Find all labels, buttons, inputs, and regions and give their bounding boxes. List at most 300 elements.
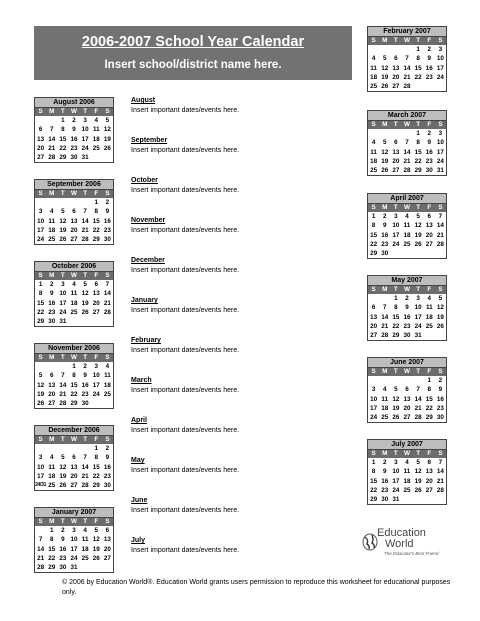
day-cell: 9 — [427, 55, 432, 63]
day-cell: 18 — [425, 313, 433, 321]
empty-day-cell — [80, 198, 91, 207]
day-cell: 23 — [48, 308, 56, 316]
event-placeholder-text: Insert important dates/events here. — [131, 547, 240, 554]
event-placeholder-text: Insert important dates/events here. — [131, 427, 240, 434]
day-cell: 9 — [438, 386, 443, 394]
day-cell: 5 — [438, 295, 443, 302]
weekday-header: T — [413, 286, 424, 294]
day-cell: 23 — [436, 404, 444, 412]
calendar-month-title: January 2007 — [35, 508, 113, 518]
weekday-header: T — [390, 286, 401, 294]
event-block-october — [131, 176, 351, 195]
event-placeholder-text: Insert important dates/events here. — [131, 307, 240, 314]
day-cell: 12 — [381, 148, 389, 156]
day-cell: 16 — [103, 217, 111, 225]
day-cell: 10 — [370, 395, 378, 403]
day-cell: 3 — [416, 295, 420, 302]
empty-day-cell — [401, 376, 412, 385]
day-cell: 14 — [381, 313, 389, 321]
day-cell: 23 — [81, 390, 89, 398]
day-cell: 5 — [94, 527, 99, 534]
day-cell: 30 — [70, 154, 78, 162]
day-cell: 9 — [49, 290, 54, 298]
weekday-header: F — [424, 450, 435, 458]
day-cell: 10 — [392, 468, 400, 476]
weekday-header: T — [390, 121, 401, 129]
day-cell: 22 — [92, 472, 100, 480]
empty-day-cell — [379, 294, 390, 303]
weekday-header: S — [102, 354, 113, 362]
day-cell: 28 — [48, 154, 56, 162]
day-cell: 6 — [405, 386, 409, 394]
day-cell: 13 — [92, 290, 100, 298]
day-cell: 25 — [81, 554, 89, 562]
empty-day-cell — [91, 153, 102, 162]
day-cell: 22 — [70, 390, 78, 398]
day-cell: 7 — [38, 536, 43, 544]
weekday-header: S — [435, 286, 446, 294]
day-cell: 30 — [103, 236, 111, 244]
day-cell: 4 — [371, 139, 376, 147]
day-cell: 20 — [403, 404, 411, 412]
day-cell: 15 — [92, 217, 100, 225]
weekday-header: T — [413, 37, 424, 45]
empty-day-cell — [91, 563, 102, 572]
day-cell: 30 — [436, 414, 444, 422]
day-cell: 20 — [425, 477, 433, 485]
day-cell: 5 — [416, 459, 420, 466]
day-cell: 5 — [83, 281, 87, 288]
weekday-header: M — [46, 518, 57, 526]
day-cell: 3 — [394, 459, 398, 466]
day-cell: 16 — [403, 313, 411, 321]
day-cell: 10 — [392, 222, 400, 230]
day-cell: 19 — [381, 73, 389, 81]
day-cell: 4 — [382, 386, 387, 394]
day-cell: 20 — [48, 390, 56, 398]
day-cell: 5 — [382, 55, 387, 63]
day-cell: 1 — [371, 459, 376, 466]
day-cell: 16 — [381, 477, 389, 485]
day-cell: 20 — [392, 73, 400, 81]
weekday-header: M — [46, 272, 57, 280]
event-block-june — [131, 496, 351, 515]
day-cell: 9 — [61, 536, 65, 544]
day-cell: 22 — [92, 226, 100, 234]
day-cell: 11 — [48, 217, 56, 225]
day-cell: 11 — [403, 468, 411, 476]
empty-day-cell — [435, 331, 446, 340]
empty-day-cell — [57, 362, 68, 371]
mini-calendar-dec — [34, 425, 114, 491]
empty-day-cell — [368, 294, 379, 303]
day-cell: 6 — [427, 459, 432, 466]
weekday-header: F — [424, 368, 435, 376]
weekday-header: W — [68, 108, 79, 116]
day-cell: 14 — [37, 545, 45, 553]
event-block-may — [131, 456, 351, 475]
mini-calendar-jan — [34, 507, 114, 573]
day-cell: 31 — [436, 167, 444, 175]
day-cell: 8 — [49, 536, 54, 544]
day-cell: 8 — [38, 290, 43, 298]
day-cell: 17 — [81, 135, 89, 143]
day-cell: 8 — [416, 55, 420, 63]
day-cell: 7 — [382, 304, 387, 312]
empty-day-cell — [401, 249, 412, 258]
day-cell: 4 — [405, 459, 409, 466]
day-cell: 7 — [83, 454, 87, 462]
day-cell: 5 — [61, 208, 65, 216]
day-cell: 24 — [392, 486, 400, 494]
day-cell: 27 — [92, 308, 100, 316]
day-cell: 17 — [37, 472, 45, 480]
weekday-header: T — [80, 108, 91, 116]
day-cell: 25 — [403, 240, 411, 248]
empty-day-cell — [413, 495, 424, 504]
day-cell: 2 — [427, 130, 432, 137]
day-cell: 21 — [436, 477, 444, 485]
mini-calendar-oct — [34, 261, 114, 327]
day-cell: 8 — [72, 372, 76, 380]
day-cell: 2 — [382, 459, 387, 466]
day-cell: 22 — [425, 404, 433, 412]
weekday-header: W — [401, 204, 412, 212]
calendar-month-title: September 2006 — [35, 180, 113, 190]
empty-day-cell — [35, 198, 46, 207]
event-block-september — [131, 136, 351, 155]
day-cell: 31 — [81, 154, 89, 162]
day-cell: 9 — [405, 304, 409, 312]
empty-day-cell — [413, 376, 424, 385]
day-cell: 10 — [92, 372, 100, 380]
day-cell: 29 — [370, 496, 378, 504]
day-cell: 10 — [81, 126, 89, 134]
day-cell: 19 — [436, 313, 444, 321]
day-cell: 28 — [37, 564, 45, 572]
day-cell: 4 — [405, 213, 409, 220]
mini-calendar-sep — [34, 179, 114, 245]
event-block-november — [131, 216, 351, 235]
weekday-header: T — [413, 121, 424, 129]
day-cell: 15 — [92, 463, 100, 471]
empty-day-cell — [413, 249, 424, 258]
day-cell: 16 — [81, 381, 89, 389]
day-cell: 16 — [59, 545, 67, 553]
event-placeholder-text: Insert important dates/events here. — [131, 347, 240, 354]
day-cell: 14 — [436, 222, 444, 230]
weekday-header: T — [57, 272, 68, 280]
event-month-heading: March — [131, 377, 152, 384]
day-cell: 24/31 — [35, 482, 47, 489]
event-block-july — [131, 536, 351, 555]
day-cell: 26 — [436, 322, 444, 330]
empty-day-cell — [435, 249, 446, 258]
day-cell: 16 — [425, 148, 433, 156]
day-cell: 28 — [381, 332, 389, 340]
day-cell: 14 — [81, 463, 89, 471]
day-cell: 26 — [414, 486, 422, 494]
calendar-month-title: July 2007 — [368, 440, 446, 450]
calendar-month-title: October 2006 — [35, 262, 113, 272]
day-cell: 1 — [38, 281, 43, 288]
day-cell: 1 — [394, 295, 398, 302]
event-block-january — [131, 296, 351, 315]
day-cell: 7 — [105, 281, 110, 288]
day-cell: 29 — [92, 236, 100, 244]
day-cell: 29 — [37, 318, 45, 326]
day-cell: 19 — [414, 477, 422, 485]
day-cell: 8 — [394, 304, 398, 312]
day-cell: 18 — [403, 477, 411, 485]
day-cell: 1 — [72, 363, 76, 370]
day-cell: 2 — [61, 527, 65, 534]
day-cell: 19 — [59, 226, 67, 234]
weekday-header: F — [424, 121, 435, 129]
weekday-header: S — [35, 190, 46, 198]
day-cell: 25 — [381, 414, 389, 422]
day-cell: 23 — [425, 73, 433, 81]
day-cell: 18 — [103, 381, 111, 389]
day-cell: 26 — [414, 240, 422, 248]
day-cell: 17 — [436, 64, 444, 72]
day-cell: 15 — [70, 381, 78, 389]
day-cell: 23 — [403, 322, 411, 330]
day-cell: 27 — [392, 83, 400, 91]
day-cell: 12 — [92, 536, 100, 544]
weekday-header: T — [80, 518, 91, 526]
day-cell: 18 — [48, 226, 56, 234]
day-cell: 22 — [414, 73, 422, 81]
empty-day-cell — [424, 331, 435, 340]
day-cell: 26 — [92, 554, 100, 562]
day-cell: 27 — [425, 486, 433, 494]
weekday-header: M — [379, 368, 390, 376]
day-cell: 14 — [103, 290, 111, 298]
day-cell: 24 — [370, 414, 378, 422]
day-cell: 10 — [37, 463, 45, 471]
day-cell: 24 — [436, 157, 444, 165]
day-cell: 26 — [59, 482, 67, 490]
weekday-header: F — [424, 204, 435, 212]
day-cell: 12 — [414, 222, 422, 230]
event-placeholder-text: Insert important dates/events here. — [131, 267, 240, 274]
weekday-header: T — [57, 518, 68, 526]
day-cell: 6 — [105, 527, 110, 534]
day-cell: 17 — [92, 381, 100, 389]
day-cell: 27 — [370, 332, 378, 340]
mini-calendar-jun — [367, 357, 447, 423]
weekday-header: W — [401, 286, 412, 294]
day-cell: 24 — [37, 236, 45, 244]
mini-calendar-aug — [34, 97, 114, 163]
day-cell: 23 — [381, 240, 389, 248]
weekday-header: S — [368, 37, 379, 45]
day-cell: 26 — [381, 167, 389, 175]
day-cell: 1 — [416, 46, 420, 53]
event-month-heading: November — [131, 217, 166, 224]
day-cell: 25 — [70, 308, 78, 316]
empty-day-cell — [68, 198, 79, 207]
day-cell: 8 — [416, 139, 420, 147]
day-cell: 27 — [48, 400, 56, 408]
day-cell: 6 — [38, 126, 43, 134]
day-cell: 26 — [37, 400, 45, 408]
day-cell: 3 — [61, 281, 65, 288]
day-cell: 3 — [371, 386, 376, 394]
day-cell: 18 — [370, 73, 378, 81]
empty-day-cell — [35, 362, 46, 371]
day-cell: 3 — [438, 46, 443, 53]
day-cell: 4 — [371, 55, 376, 63]
day-cell: 14 — [403, 64, 411, 72]
day-cell: 15 — [37, 299, 45, 307]
weekday-header: F — [424, 37, 435, 45]
day-cell: 26 — [81, 308, 89, 316]
weekday-header: W — [401, 368, 412, 376]
day-cell: 30 — [103, 482, 111, 490]
day-cell: 1 — [416, 130, 420, 137]
day-cell: 15 — [48, 545, 56, 553]
day-cell: 12 — [414, 468, 422, 476]
weekday-header: M — [46, 354, 57, 362]
weekday-header: S — [35, 518, 46, 526]
day-cell: 29 — [392, 332, 400, 340]
weekday-header: S — [435, 368, 446, 376]
day-cell: 1 — [94, 199, 99, 206]
mini-calendar-jul — [367, 439, 447, 505]
day-cell: 27 — [425, 240, 433, 248]
calendar-month-title: May 2007 — [368, 276, 446, 286]
day-cell: 23 — [59, 554, 67, 562]
day-cell: 3 — [438, 130, 443, 137]
weekday-header: T — [80, 354, 91, 362]
weekday-header: T — [390, 368, 401, 376]
weekday-header: T — [413, 204, 424, 212]
day-cell: 9 — [83, 372, 87, 380]
day-cell: 25 — [425, 322, 433, 330]
day-cell: 18 — [70, 299, 78, 307]
day-cell: 29 — [370, 250, 378, 258]
day-cell: 27 — [103, 554, 111, 562]
weekday-header: W — [401, 450, 412, 458]
event-placeholder-text: Insert important dates/events here. — [131, 187, 240, 194]
day-cell: 27 — [392, 167, 400, 175]
day-cell: 25 — [403, 486, 411, 494]
day-cell: 30 — [403, 332, 411, 340]
day-cell: 4 — [83, 527, 87, 534]
day-cell: 21 — [81, 472, 89, 480]
empty-day-cell — [390, 129, 401, 138]
day-cell: 18 — [403, 231, 411, 239]
day-cell: 23 — [103, 226, 111, 234]
weekday-header: M — [379, 37, 390, 45]
day-cell: 12 — [37, 381, 45, 389]
event-month-heading: July — [131, 537, 146, 544]
day-cell: 9 — [105, 208, 110, 216]
day-cell: 28 — [59, 400, 67, 408]
day-cell: 14 — [414, 395, 422, 403]
day-cell: 13 — [70, 217, 78, 225]
empty-day-cell — [46, 362, 57, 371]
education-world-logo — [362, 527, 452, 557]
empty-day-cell — [401, 129, 412, 138]
day-cell: 16 — [381, 231, 389, 239]
mini-calendar-apr — [367, 193, 447, 259]
day-cell: 7 — [83, 208, 87, 216]
weekday-header: M — [379, 121, 390, 129]
day-cell: 25 — [48, 236, 56, 244]
empty-day-cell — [413, 82, 424, 91]
event-placeholder-text: Insert important dates/events here. — [131, 467, 240, 474]
day-cell: 23 — [70, 144, 78, 152]
day-cell: 26 — [381, 83, 389, 91]
day-cell: 25 — [370, 83, 378, 91]
day-cell: 30 — [381, 250, 389, 258]
day-cell: 19 — [381, 157, 389, 165]
event-block-february — [131, 336, 351, 355]
day-cell: 17 — [392, 477, 400, 485]
weekday-header: F — [91, 436, 102, 444]
day-cell: 9 — [382, 222, 387, 230]
day-cell: 6 — [72, 208, 76, 216]
day-cell: 10 — [70, 536, 78, 544]
weekday-header: F — [91, 272, 102, 280]
day-cell: 11 — [81, 536, 89, 544]
day-cell: 22 — [370, 486, 378, 494]
day-cell: 27 — [403, 414, 411, 422]
day-cell: 9 — [105, 454, 110, 462]
day-cell: 22 — [37, 308, 45, 316]
day-cell: 13 — [37, 135, 45, 143]
weekday-header: S — [35, 354, 46, 362]
day-cell: 17 — [414, 313, 422, 321]
mini-calendar-feb — [367, 26, 447, 92]
weekday-header: W — [401, 37, 412, 45]
weekday-header: T — [80, 190, 91, 198]
weekday-header: S — [102, 436, 113, 444]
day-cell: 4 — [427, 295, 432, 302]
day-cell: 7 — [416, 386, 420, 394]
day-cell: 15 — [370, 231, 378, 239]
day-cell: 5 — [38, 372, 43, 380]
calendar-month-title: March 2007 — [368, 111, 446, 121]
day-cell: 11 — [92, 126, 100, 134]
weekday-header: S — [368, 121, 379, 129]
day-cell: 22 — [59, 144, 67, 152]
day-cell: 8 — [61, 126, 65, 134]
day-cell: 21 — [37, 554, 45, 562]
weekday-header: T — [80, 272, 91, 280]
day-cell: 17 — [59, 299, 67, 307]
day-cell: 21 — [59, 390, 67, 398]
day-cell: 13 — [48, 381, 56, 389]
day-cell: 11 — [370, 64, 377, 72]
title-banner — [34, 26, 352, 80]
day-cell: 17 — [37, 226, 45, 234]
day-cell: 9 — [382, 468, 387, 476]
event-placeholder-text: Insert important dates/events here. — [131, 507, 240, 514]
day-cell: 19 — [103, 135, 111, 143]
day-cell: 13 — [392, 64, 400, 72]
day-cell: 3 — [38, 208, 43, 216]
day-cell: 12 — [436, 304, 444, 312]
weekday-header: T — [57, 354, 68, 362]
empty-day-cell — [35, 526, 46, 535]
day-cell: 21 — [381, 322, 389, 330]
day-cell: 16 — [436, 395, 444, 403]
mini-calendar-nov — [34, 343, 114, 409]
